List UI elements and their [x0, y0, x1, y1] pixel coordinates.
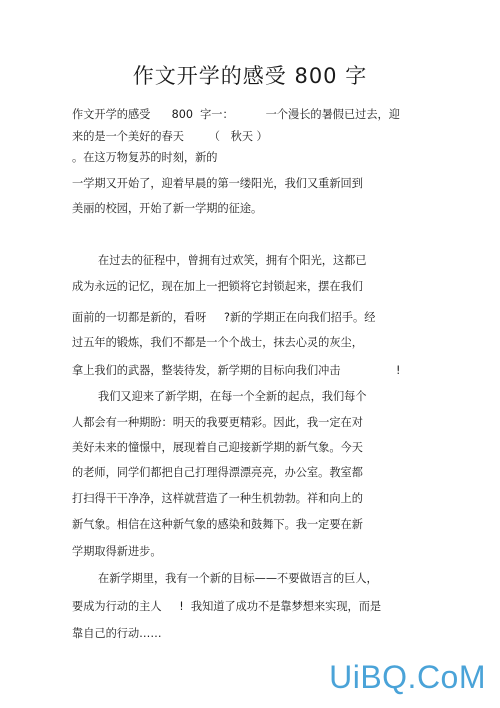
- text-line: 的老师，同学们都把自己打理得漂漂亮亮，办公室。教室都: [72, 466, 363, 479]
- text-line: 要成为行动的主人 ! 我知道了成功不是靠梦想来实现，而是: [72, 600, 382, 613]
- text-line: 成为永远的记忆，现在加上一把锁将它封锁起来，摆在我们: [72, 280, 363, 293]
- text-line: 人都会有一种期盼：明天的我要更精彩。因此，我一定在对: [72, 416, 363, 429]
- text-line: 在过去的征程中，曾拥有过欢笑，拥有个阳光，这都已: [98, 254, 367, 267]
- text-line: !: [396, 364, 401, 377]
- text-line: 作文开学的感受 800 字一： 一个漫长的暑假已过去，迎: [72, 108, 400, 121]
- text-line: 打扫得干干净净，这样就营造了一种生机勃勃。祥和向上的: [72, 492, 363, 505]
- text-line: 新气象。相信在这种新气象的感染和鼓舞下。我一定要在新: [72, 518, 363, 531]
- watermark-logo: UiBQ.CoM: [329, 659, 486, 695]
- text-line: 。在这万物复苏的时刻，新的: [72, 151, 218, 164]
- text-line: 一学期又开始了，迎着早晨的第一缕阳光，我们又重新回到: [72, 177, 363, 190]
- text-line: 学期取得新进步。: [72, 545, 162, 558]
- text-line: 面前的一切都是新的，看呀 ?新的学期正在向我们招手。经: [72, 311, 376, 324]
- text-line: 我们又迎来了新学期，在每一个全新的起点，我们每个: [98, 390, 367, 403]
- text-line: 美好未来的憧憬中，展现着自己迎接新学期的新气象。今天: [72, 441, 363, 454]
- text-line: 来的是一个美好的春天 （ 秋天 ）: [72, 130, 268, 143]
- text-line: 在新学期里，我有一个新的目标——不要做语言的巨人，: [98, 572, 378, 585]
- text-line: 过五年的锻炼，我们不都是一个个战士，抹去心灵的灰尘，: [72, 336, 363, 349]
- text-line: 美丽的校园，开始了新一学期的征途。: [72, 202, 263, 215]
- document-title: 作文开学的感受 800 字: [132, 64, 368, 88]
- text-line: 靠自己的行动……: [72, 627, 162, 640]
- text-line: 拿上我们的武器，整装待发，新学期的目标向我们冲击: [72, 364, 341, 377]
